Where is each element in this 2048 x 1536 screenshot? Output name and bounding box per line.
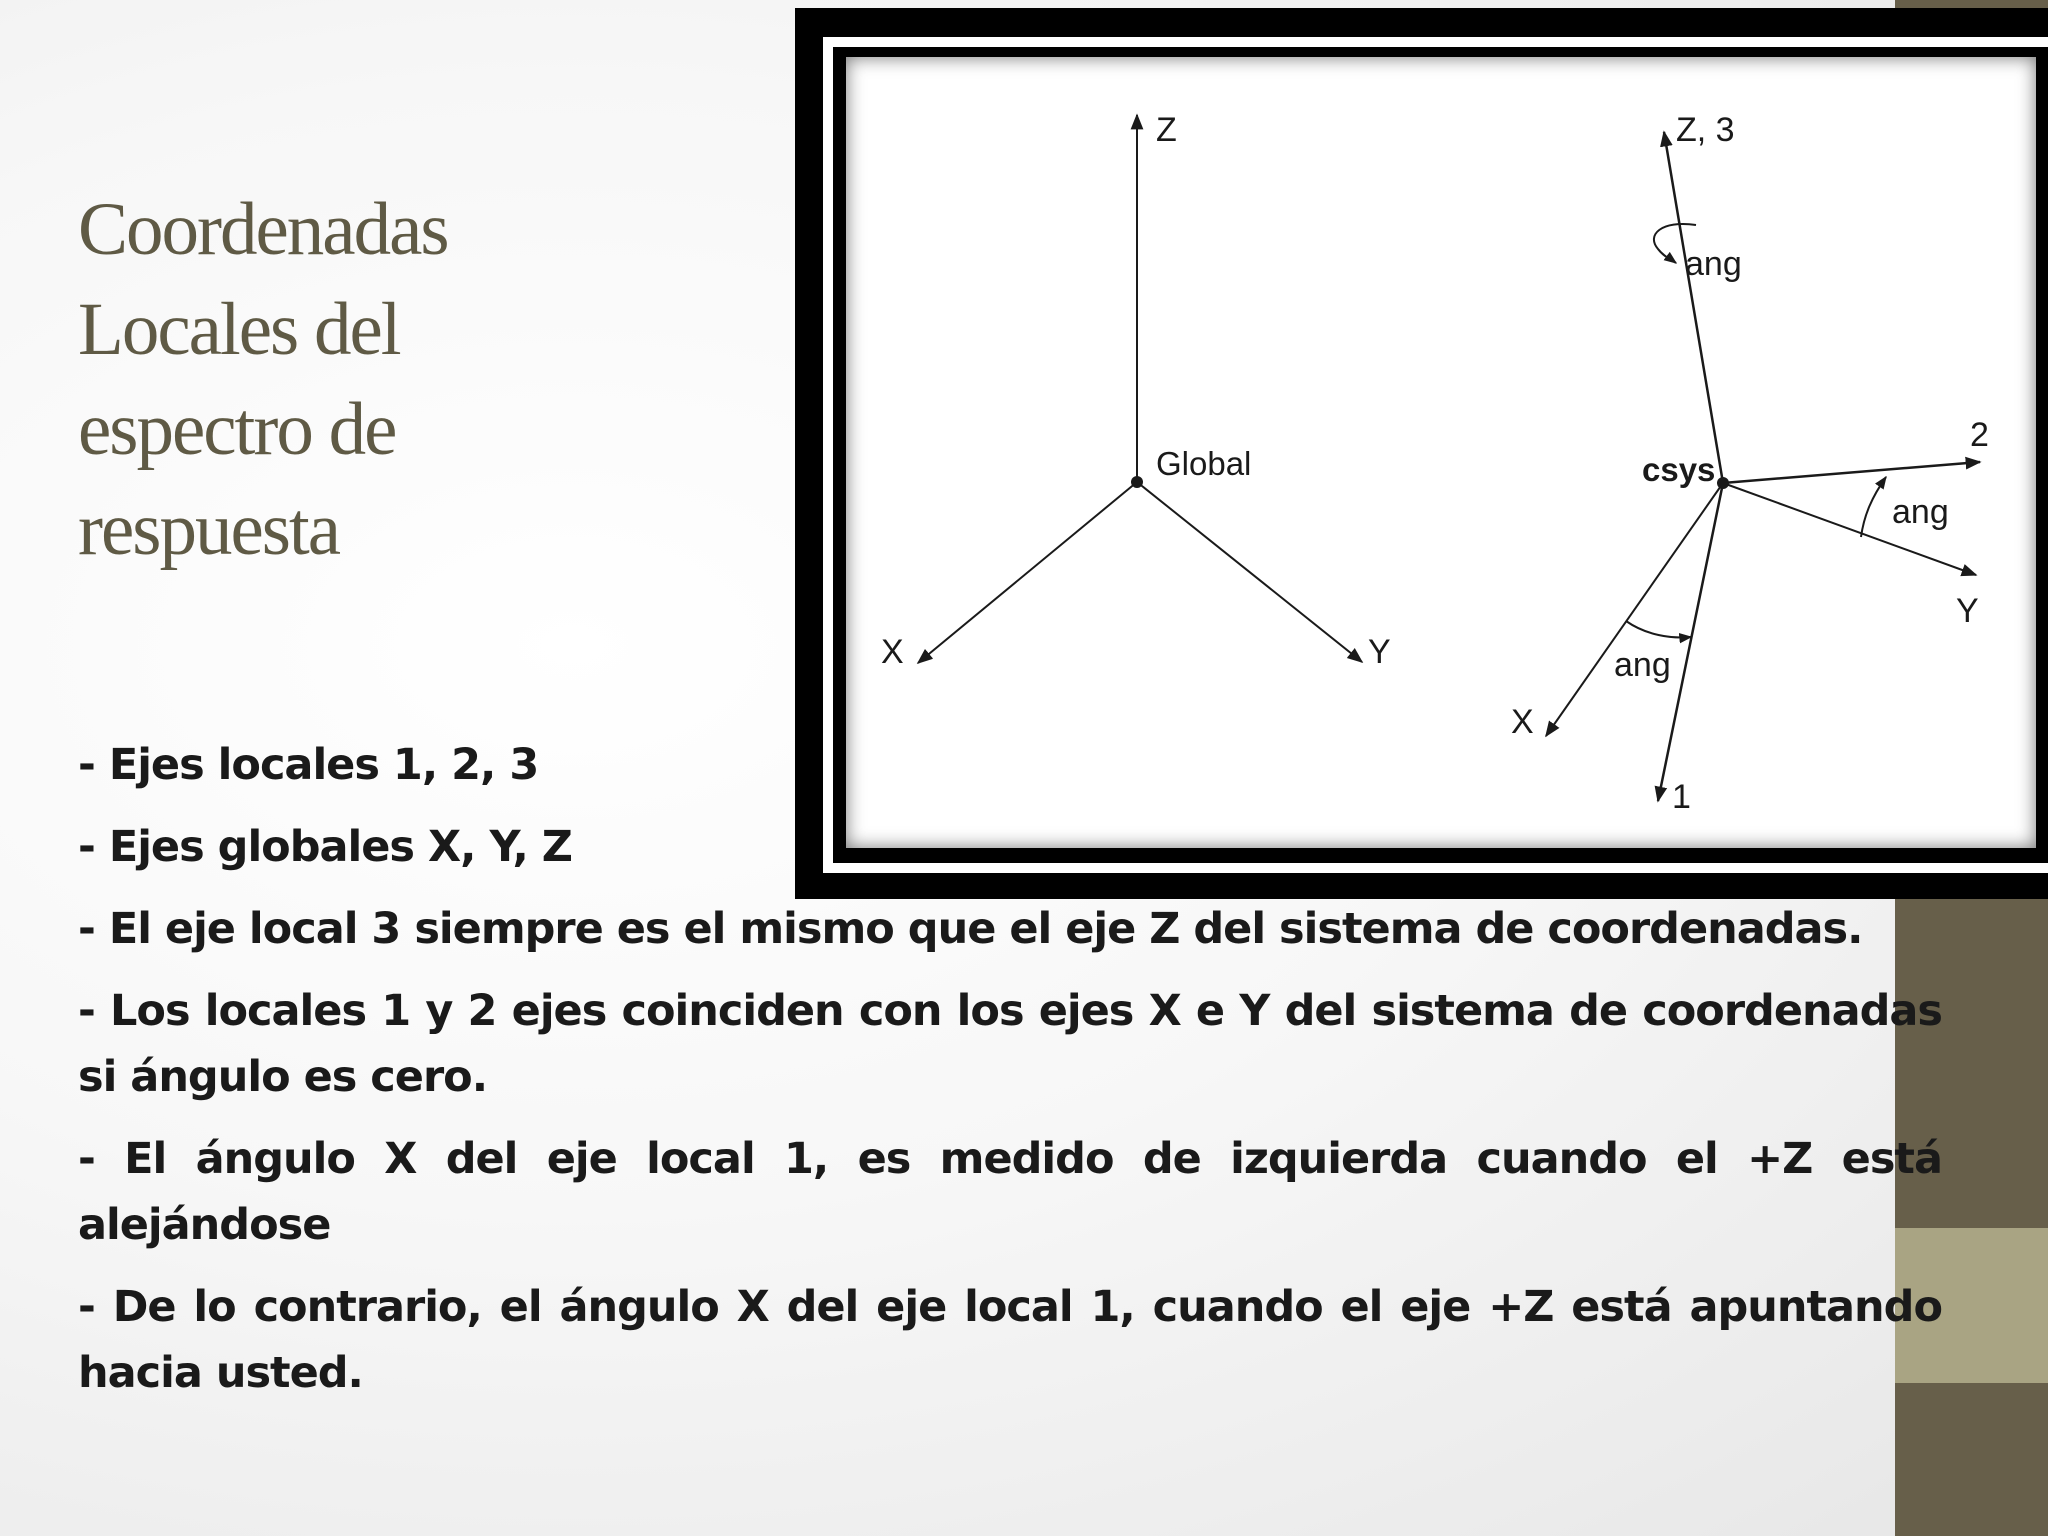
local-y-label: Y [1956,592,1979,630]
bullet-angle-toward: - De lo contrario, el ángulo X del eje local 1, cuando el eje +Z está apuntando hacia usted. [78,1282,1942,1398]
local-angle-label-top: ang [1685,245,1742,283]
global-x-axis [918,482,1137,663]
bullet-axes-1-2: - Los locales 1 y 2 ejes coinciden con los ejes X e Y del sistema de coordenadas si ángulo es cero. [78,986,1942,1102]
bullet-local-axes: - Ejes locales 1, 2, 3 [78,740,539,790]
local-angle-label-bottom: ang [1614,646,1671,684]
local-axis-3 [1664,132,1723,483]
global-y-label: Y [1368,633,1391,671]
local-x-label: X [1511,703,1534,741]
global-origin-label: Global [1156,445,1252,482]
local-axis3-label: Z, 3 [1676,111,1735,149]
coordinate-systems-figure [846,57,2036,848]
title-line-1: Coordenadas [78,188,448,271]
angle-arc-bottom [1626,621,1691,637]
global-x-label: X [881,633,904,671]
local-origin-label: csys [1642,451,1716,488]
bullet-global-axes: - Ejes globales X, Y, Z [78,822,572,872]
local-axis-2 [1723,462,1980,483]
title-line-4: respuesta [78,488,340,571]
axes-diagram [846,57,2036,848]
global-y-axis [1137,482,1362,662]
local-axis1-label: 1 [1672,778,1691,816]
bullet-list [78,732,1942,1422]
global-z-label: Z [1156,111,1177,149]
local-angle-label-right: ang [1892,493,1949,531]
local-origin-dot [1717,477,1729,489]
local-axis2-label: 2 [1970,416,1989,454]
title-line-3: espectro de [78,388,396,471]
slide-title [78,180,778,580]
angle-arc-right [1861,477,1886,537]
bullet-angle-away: - El ángulo X del eje local 1, es medido de izquierda cuando el +Z está alejándose [78,1134,1942,1250]
global-origin-dot [1131,476,1143,488]
title-line-2: Locales del [78,288,400,371]
bullet-axis-3: - El eje local 3 siempre es el mismo que el eje Z del sistema de coordenadas. [78,904,1863,954]
